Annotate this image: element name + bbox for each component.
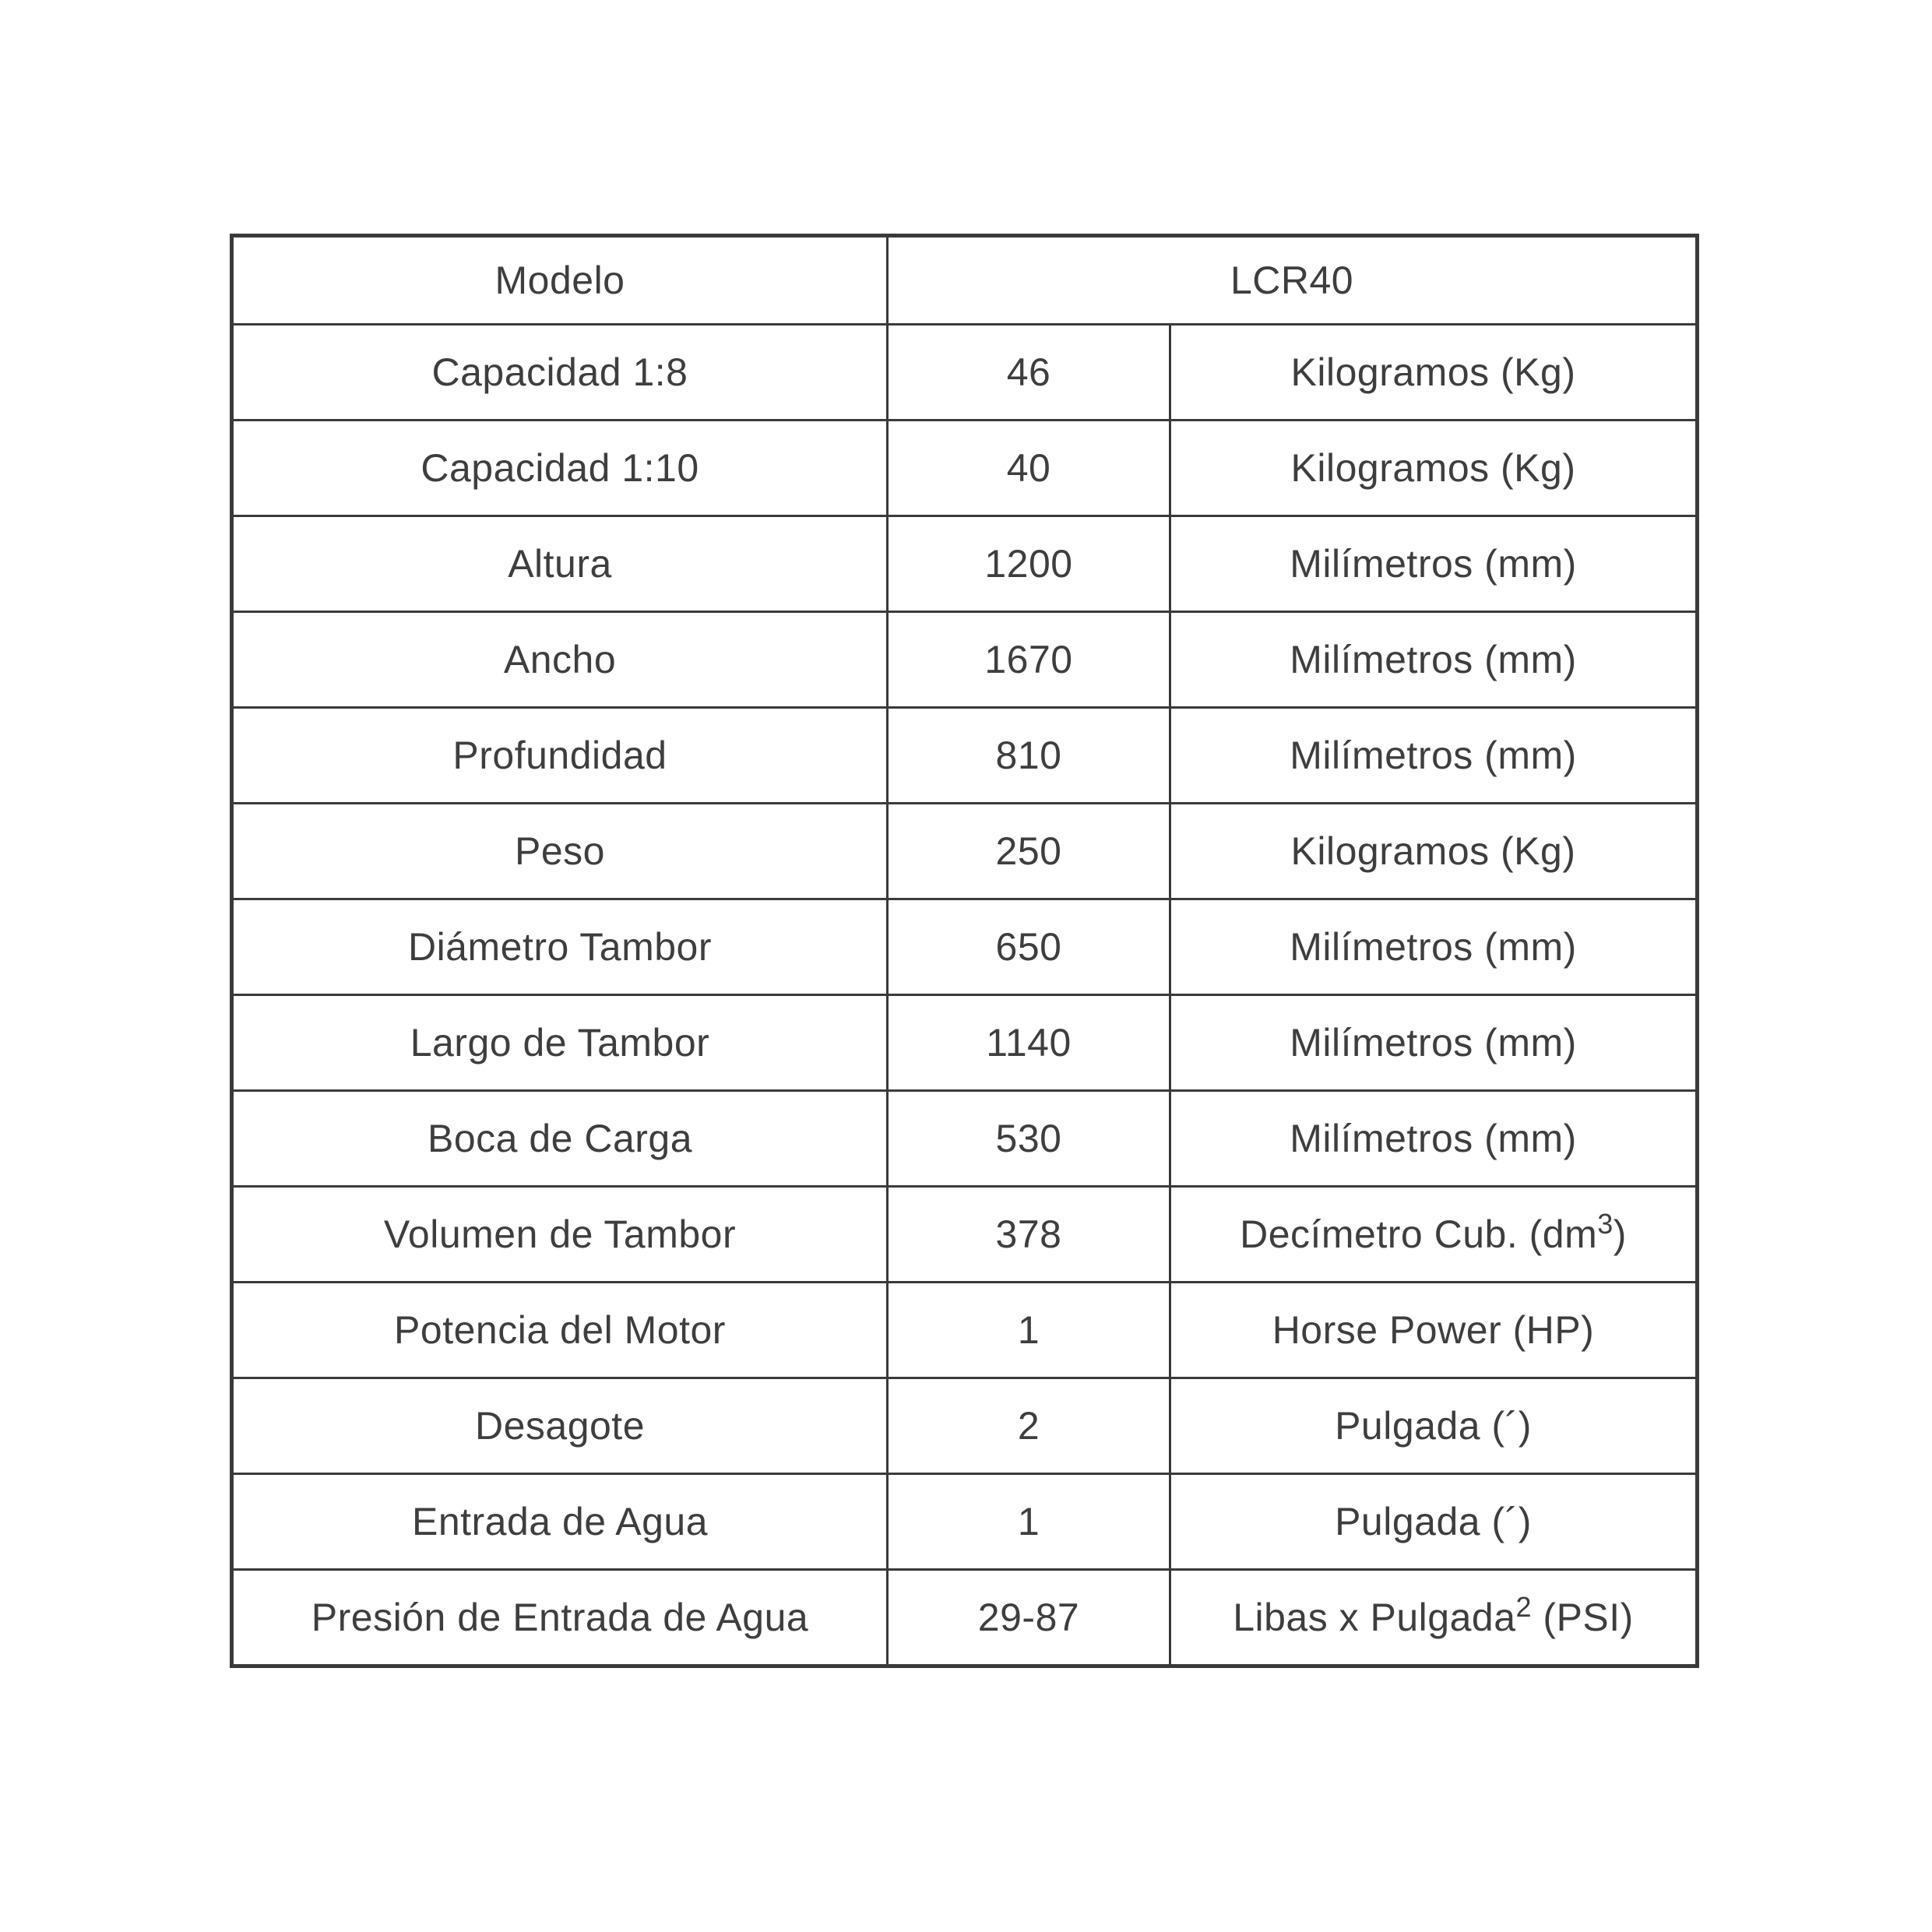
- unit-text: Milímetros (mm): [1290, 1021, 1577, 1065]
- unit-text: Libas x Pulgada: [1233, 1596, 1516, 1639]
- row-value-cell: 810: [888, 708, 1170, 804]
- row-value-cell: 530: [888, 1091, 1170, 1187]
- row-label-cell: Capacidad 1:8: [232, 325, 888, 421]
- table-row: [232, 1474, 1698, 1570]
- unit-text: Milímetros (mm): [1290, 734, 1577, 777]
- row-label-cell: Potencia del Motor: [232, 1283, 888, 1378]
- table-row: [232, 995, 1698, 1091]
- spec-table: [230, 234, 1699, 1668]
- row-unit-cell: [1170, 421, 1698, 516]
- row-unit-cell: [1170, 804, 1698, 899]
- row-label-cell: Desagote: [232, 1378, 888, 1474]
- row-unit-cell: [1170, 612, 1698, 708]
- row-unit-cell: [1170, 1283, 1698, 1378]
- unit-text: Milímetros (mm): [1290, 1117, 1577, 1160]
- unit-text: Pulgada (´): [1335, 1404, 1532, 1448]
- table-row: [232, 804, 1698, 899]
- table-row: [232, 1570, 1698, 1666]
- unit-text: Kilogramos (Kg): [1290, 446, 1576, 490]
- table-row: [232, 516, 1698, 612]
- row-unit-cell: [1170, 995, 1698, 1091]
- row-label-cell: Entrada de Agua: [232, 1474, 888, 1570]
- table-row: [232, 1091, 1698, 1187]
- row-unit-cell: [1170, 708, 1698, 804]
- unit-text: Milímetros (mm): [1290, 925, 1577, 969]
- unit-text: Pulgada (´): [1335, 1500, 1532, 1543]
- table-row: [232, 1378, 1698, 1474]
- row-unit-cell: [1170, 1091, 1698, 1187]
- row-value-cell: 1: [888, 1283, 1170, 1378]
- unit-text: Decímetro Cub. (dm: [1240, 1212, 1598, 1256]
- row-value-cell: 29-87: [888, 1570, 1170, 1666]
- row-label-cell: Largo de Tambor: [232, 995, 888, 1091]
- unit-text: Milímetros (mm): [1290, 542, 1577, 586]
- row-label-cell: Altura: [232, 516, 888, 612]
- unit-text: Kilogramos (Kg): [1290, 829, 1576, 873]
- table-row: [232, 899, 1698, 995]
- row-value-cell: 2: [888, 1378, 1170, 1474]
- row-value-cell: 250: [888, 804, 1170, 899]
- unit-suffix: (PSI): [1532, 1596, 1634, 1639]
- row-unit-cell: [1170, 1570, 1698, 1666]
- row-value-cell: 46: [888, 325, 1170, 421]
- row-value-cell: 1140: [888, 995, 1170, 1091]
- table-row: [232, 325, 1698, 421]
- unit-superscript: 2: [1515, 1591, 1533, 1623]
- row-value-cell: 378: [888, 1187, 1170, 1283]
- model-label-cell: Modelo: [232, 236, 888, 325]
- unit-suffix: ): [1613, 1212, 1627, 1256]
- row-unit-cell: [1170, 325, 1698, 421]
- table-header-row: [232, 236, 1698, 325]
- table-row: [232, 1283, 1698, 1378]
- row-value-cell: 1670: [888, 612, 1170, 708]
- unit-text: Horse Power (HP): [1272, 1308, 1595, 1352]
- row-value-cell: 40: [888, 421, 1170, 516]
- row-value-cell: 1: [888, 1474, 1170, 1570]
- model-value-cell: LCR40: [888, 236, 1698, 325]
- unit-superscript: 3: [1597, 1208, 1614, 1240]
- row-unit-cell: [1170, 1474, 1698, 1570]
- row-label-cell: Presión de Entrada de Agua: [232, 1570, 888, 1666]
- row-value-cell: 650: [888, 899, 1170, 995]
- row-label-cell: Profundidad: [232, 708, 888, 804]
- row-unit-cell: [1170, 1187, 1698, 1283]
- row-value-cell: 1200: [888, 516, 1170, 612]
- row-label-cell: Ancho: [232, 612, 888, 708]
- row-label-cell: Diámetro Tambor: [232, 899, 888, 995]
- row-unit-cell: [1170, 899, 1698, 995]
- row-label-cell: Boca de Carga: [232, 1091, 888, 1187]
- table-row: [232, 1187, 1698, 1283]
- unit-text: Kilogramos (Kg): [1290, 350, 1576, 394]
- row-label-cell: Volumen de Tambor: [232, 1187, 888, 1283]
- row-unit-cell: [1170, 1378, 1698, 1474]
- unit-text: Milímetros (mm): [1290, 638, 1577, 681]
- row-unit-cell: [1170, 516, 1698, 612]
- table-row: [232, 612, 1698, 708]
- table-row: [232, 708, 1698, 804]
- table-row: [232, 421, 1698, 516]
- row-label-cell: Capacidad 1:10: [232, 421, 888, 516]
- row-label-cell: Peso: [232, 804, 888, 899]
